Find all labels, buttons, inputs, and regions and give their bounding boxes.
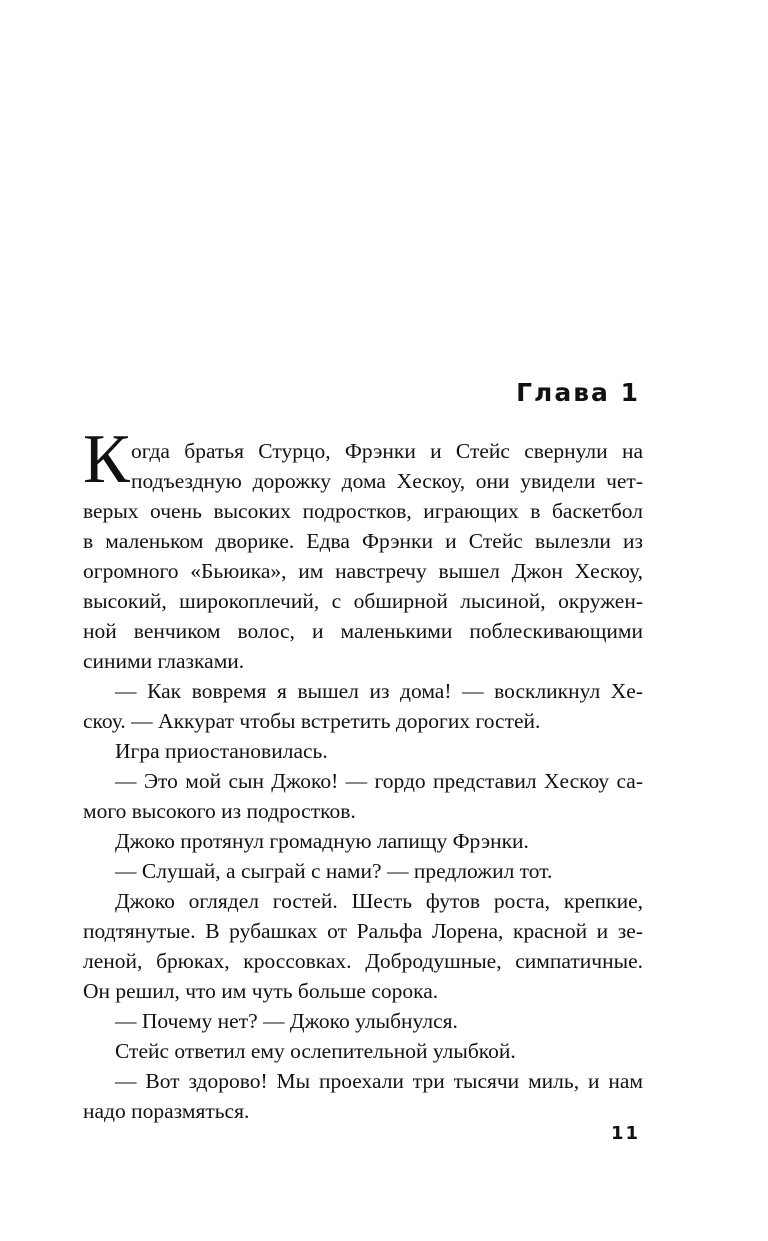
drop-cap: К [83,421,130,498]
text-line: мого высокого из подростков. [83,799,356,823]
text-line: Стейс ответил ему ослепительной улыбкой. [115,1039,516,1063]
text-line: леной, брюках, кроссовках. Добродушные, симпатичные. [83,949,643,973]
text-line: — Это мой сын Джоко! — гордо представил Хескоу са- [115,769,643,793]
text-line: огда братья Стурцо, Фрэнки и Стейс свернули на [131,439,643,463]
text-line: высокий, широкоплечий, с обширной лысиной, окружен- [83,589,643,613]
text-line: — Как вовремя я вышел из дома! — воскликнул Хе- [115,679,643,703]
text-line: Он решил, что им чуть больше сорока. [83,979,439,1003]
chapter-title: Глава 1 [516,378,640,407]
text-line: подтянутые. В рубашках от Ральфа Лорена, красной и зе- [83,919,643,943]
text-line: Джоко протянул громадную лапищу Фрэнки. [115,829,529,853]
text-line: синими глазками. [83,649,245,673]
text-line: ной венчиком волос, и маленькими поблескивающими [83,619,643,643]
text-line: огромного «Бьюика», им навстречу вышел Джон Хескоу, [83,559,643,583]
text-line: верых очень высоких подростков, играющих в баскетбол [83,499,643,523]
text-line: — Вот здорово! Мы проехали три тысячи миль, и нам [115,1069,643,1093]
text-line: в маленьком дворике. Едва Фрэнки и Стейс вылезли из [83,529,643,553]
text-line: Игра приостановилась. [115,739,328,763]
page-number: 11 [610,1123,640,1144]
text-line: надо поразмяться. [83,1099,250,1123]
text-line: подъездную дорожку дома Хескоу, они увидели чет- [131,469,643,493]
text-line: Джоко оглядел гостей. Шесть футов роста, крепкие, [115,889,643,913]
text-line: скоу. — Аккурат чтобы встретить дорогих гостей. [83,709,541,733]
text-line: — Слушай, а сыграй с нами? — предложил тот. [115,859,553,883]
text-line: — Почему нет? — Джоко улыбнулся. [115,1009,458,1033]
